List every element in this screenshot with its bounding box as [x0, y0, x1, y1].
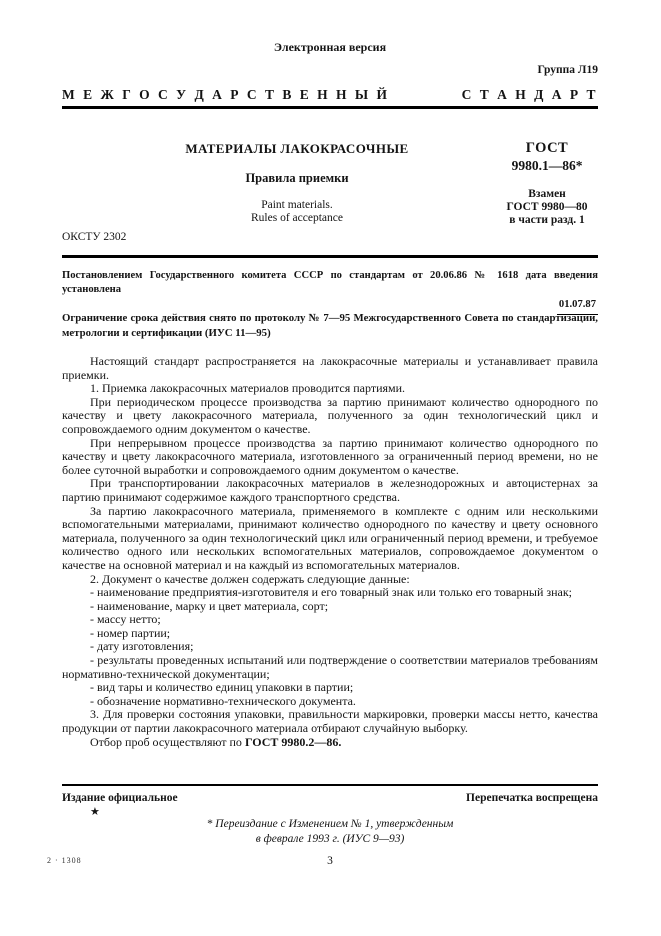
- gost-reference: ГОСТ 9980.2—86.: [244, 734, 342, 749]
- standard-type-word2: С Т А Н Д А Р Т: [461, 87, 598, 102]
- footer-row: [62, 792, 598, 804]
- footnote-line2: в феврале 1993 г. (ИУС 9—93): [255, 832, 405, 845]
- introduction-date-value: 01.07.87: [557, 298, 598, 315]
- group-code: Группа Л19: [537, 64, 598, 76]
- reissue-footnote: [62, 817, 598, 846]
- paragraph: При транспортировании лакокрасочных материалов в железнодорожных и автоцистернах за партию принимают содержимое каждого транспортного средства.: [62, 476, 598, 504]
- footer-rule: [62, 784, 598, 786]
- official-edition-label: Издание официальное: [62, 792, 178, 804]
- standard-type-heading: [62, 87, 598, 103]
- title-rule: [62, 255, 598, 258]
- replaces-line1: Взамен: [528, 188, 566, 200]
- gost-number: 9980.1—86*: [511, 158, 583, 173]
- paragraph: - результаты проведенных испытаний или подтверждение о соответствии материалов требованиям нормативно-технической документации;: [62, 653, 598, 681]
- paragraph: - массу нетто;: [90, 612, 161, 627]
- gost-word: ГОСТ: [525, 140, 569, 156]
- paragraph: При непрерывном процессе производства за партию принимают количество однородного по качеству и цвету лакокрасочного материала, изготовленного за ограниченный период времени, но не более суточной выработки и сопровождаемого одним документом о качестве.: [62, 435, 598, 477]
- replaces-line3: в части разд. 1: [509, 214, 585, 226]
- decree-text: Постановлением Государственного комитета СССР по стандартам от 20.06.86 № 1618 дата введения установлена: [62, 270, 598, 295]
- document-subtitle-ru: Правила приемки: [245, 171, 349, 185]
- title-en-line2: Rules of acceptance: [251, 212, 343, 224]
- paragraph: - наименование, марку и цвет материала, сорт;: [90, 598, 329, 613]
- okstu-code: ОКСТУ 2302: [62, 231, 127, 243]
- paragraph: - номер партии;: [90, 625, 171, 640]
- title-block: [62, 141, 532, 225]
- paragraph: 3. Для проверки состояния упаковки, правильности маркировки, проверки массы нетто, качества продукции от партии лакокрасочного материала отбирают случайную выборку.: [62, 707, 598, 736]
- paragraph: Отбор проб осуществляют по ГОСТ 9980.2—86.: [90, 734, 342, 749]
- reprint-forbidden-label: Перепечатка воспрещена: [466, 792, 598, 804]
- paragraph: За партию лакокрасочного материала, применяемого в комплекте с одним или несколькими вспомогательными материалами, принимают количество однородного по качеству и цвету основного материала, полученного за один технологический цикл или ограниченный период времени, и требуемое количество одного или нескольких вспомогательных материалов, сопровождаемое документом о качестве на основной материал и на каждый из вспомогательных материалов.: [62, 503, 598, 572]
- body-text: [62, 355, 598, 749]
- page-number: 3: [327, 855, 333, 867]
- decree-paragraph: [62, 269, 598, 315]
- paragraph: 2. Документ о качестве должен содержать следующие данные:: [90, 571, 410, 586]
- star-icon: ★: [90, 806, 100, 818]
- paragraph: - вид тары и количество единиц упаковки в партии;: [90, 680, 354, 695]
- paragraph: - дату изготовления;: [90, 639, 194, 654]
- gost-designation-block: [492, 140, 602, 227]
- footnote-line1: * Переиздание с Изменением № 1, утвержденным: [206, 818, 454, 830]
- standard-type-word1: М Е Ж Г О С У Д А Р С Т В Е Н Н Ы Й: [62, 87, 390, 102]
- limitation-paragraph: Ограничение срока действия снято по протоколу № 7—95 Межгосударственного Совета по стандартизации, метрологии и сертификации (ИУС 11—95): [62, 312, 598, 339]
- title-en-line1: Paint materials.: [261, 199, 333, 211]
- paragraph: При периодическом процессе производства за партию принимают количество однородного по качеству и цвету лакокрасочного материала, полученного за один технологический цикл и сопровождаемого одним документом о качестве.: [62, 394, 598, 436]
- electronic-version-watermark: Электронная версия: [273, 40, 387, 54]
- header-rule: [62, 106, 598, 109]
- paragraph: 1. Приемка лакокрасочных материалов проводится партиями.: [90, 381, 406, 396]
- replaces-line2: ГОСТ 9980—80: [506, 201, 588, 213]
- paragraph: - наименование предприятия-изготовителя и его товарный знак или только его товарный знак;: [90, 585, 573, 600]
- print-order-code: 2 · 1308: [47, 856, 82, 865]
- document-title-ru: МАТЕРИАЛЫ ЛАКОКРАСОЧНЫЕ: [185, 141, 409, 156]
- document-title-en: [62, 199, 532, 225]
- paragraph: Настоящий стандарт распространяется на лакокрасочные материалы и устанавливает правила приемки.: [62, 354, 598, 382]
- paragraph: - обозначение нормативно-технического документа.: [90, 693, 356, 708]
- replaces-block: [492, 188, 602, 227]
